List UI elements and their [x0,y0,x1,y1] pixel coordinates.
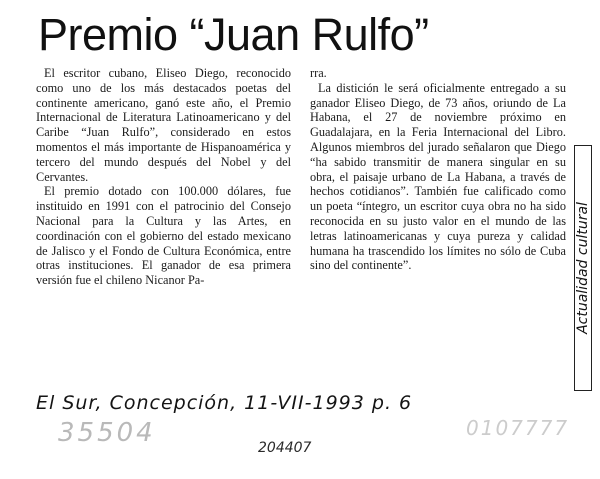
headline: Premio “Juan Rulfo” [38,9,429,60]
paragraph-continuation: rra. [310,66,327,80]
paragraph: El premio dotado con 100.000 dólares, fue instituido en 1991 con el patrocinio del Consejo Nacional para la Cultura y las Artes, en coordinación con el gobierno del estado mexicano de Jalisco y el Fondo de Cultura Económica, entre otras instituciones. El ganador de esa primera versión fue el chileno Nicanor Pa- [36,184,291,288]
paragraph: El escritor cubano, Eliseo Diego, reconocido como uno de los más destacados poetas del continente americano, ganó este año, el Premio Internacional de Literatura Latinoamericano y del Caribe “Juan Rulfo”, considerado en estos momentos el más importante de Hispanoamérica y tercero del mundo después del Nobel y del Cervantes. [36,66,291,184]
section-tag [574,145,592,391]
catalog-number: 204407 [258,440,312,456]
archive-number-stamp-faint: 0107777 [466,416,570,440]
paragraph: La distición le será oficialmente entregado a su ganador Eliseo Diego, de 73 años, oriundo de La Habana, el 27 de noviembre próximo en Guadalajara, en la Feria Internacional del Libro. Algunos miembros del jurado señalaron que Diego “ha sabido transmitir de manera singular en su obra, el paisaje urbano de La Habana, a través de hechos cotidianos”. También fue calificado como un poeta “íntegro, un escritor cuya obra no ha sido reconocida en su justo valor en el mundo de las letras latinoamericanas y cuya pureza y calidad humana ha trascendido los límites no sólo de Cuba sino del continente”. [310,80,566,273]
source-note: El Sur, Concepción, 11-VII-1993 p. 6 [36,392,413,414]
article-column-left [36,66,291,288]
article-column-right [310,66,566,273]
section-tag-text: Actualidad cultural [575,202,591,334]
archive-number-stamp: 35504 [58,418,156,448]
